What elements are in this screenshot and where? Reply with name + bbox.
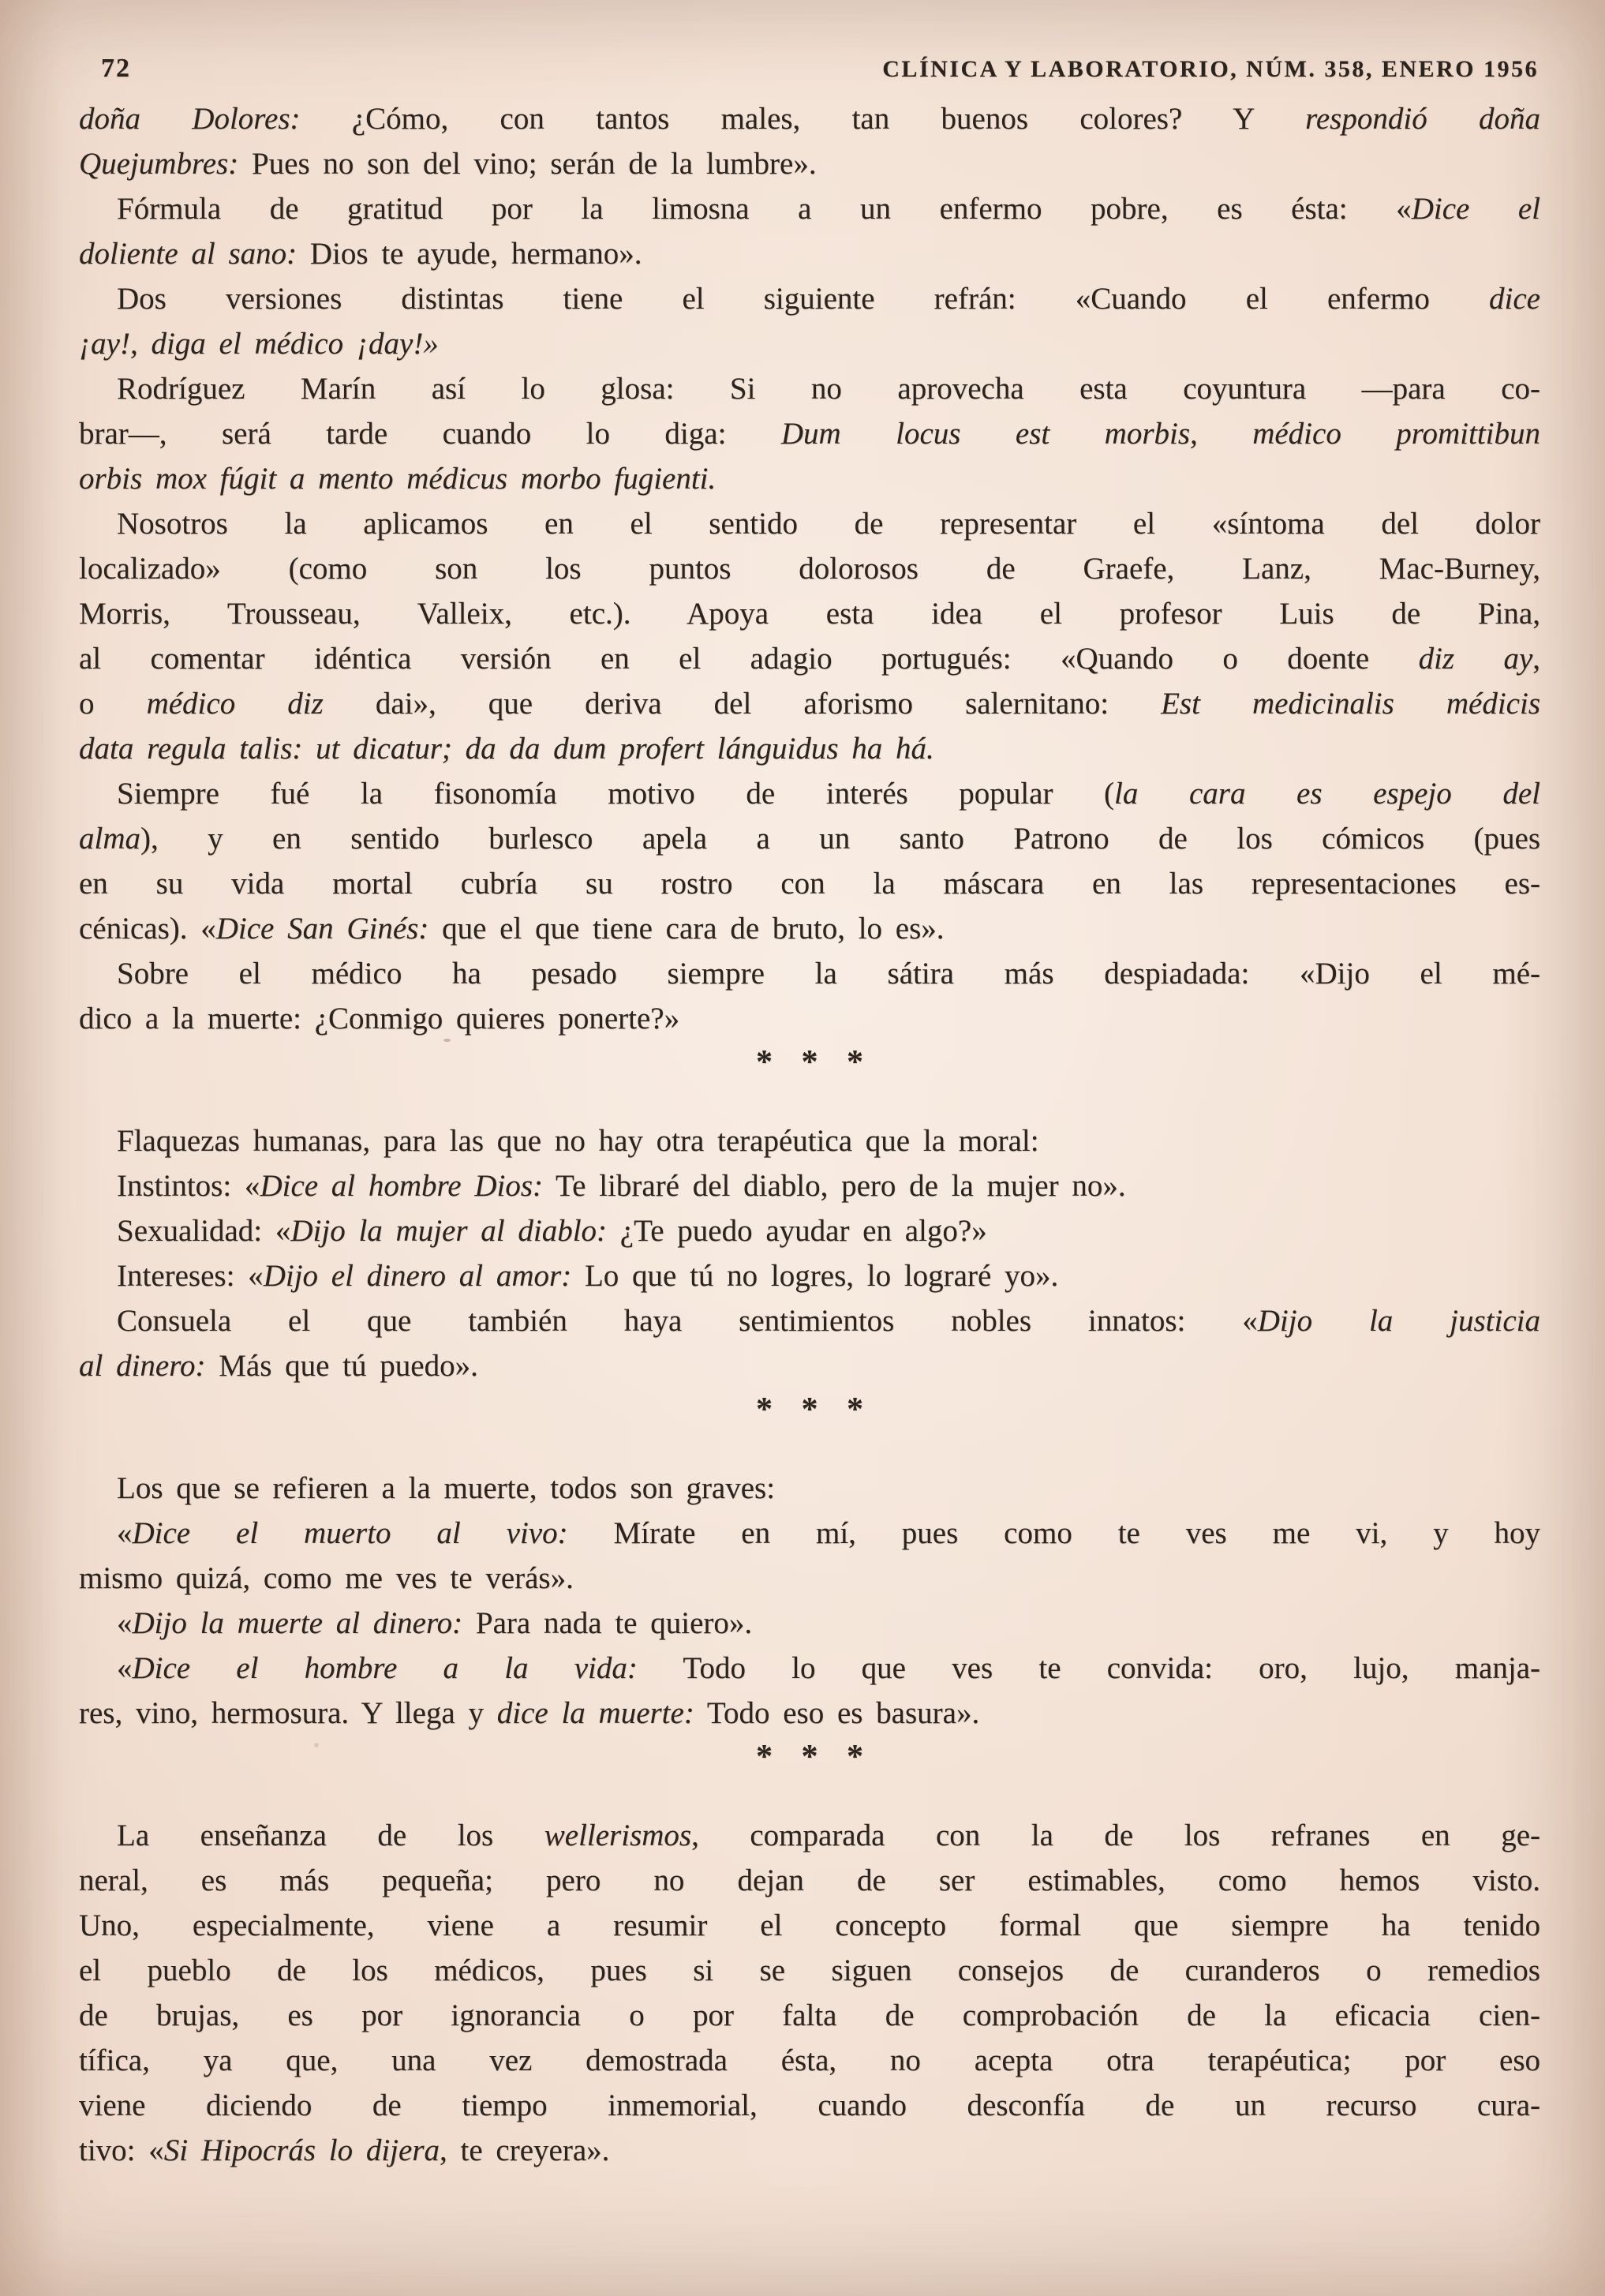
text-line: [79, 636, 1540, 681]
italic-run: Dum locus est morbis, médico promittibun: [780, 417, 1541, 451]
section-separator: * * *: [756, 1739, 863, 1775]
text-run: en su vida mortal cubría su rostro con la máscara en las representaciones es-: [79, 867, 1540, 901]
text-run: Sobre el médico ha pesado siempre la sátira más despiadada: «Dijo el mé-: [117, 957, 1540, 991]
paper-speck: [314, 1743, 319, 1747]
text-run: Más que tú puedo».: [205, 1349, 478, 1383]
text-line: [79, 681, 1540, 726]
text-line: [79, 1948, 1540, 1993]
italic-run: Dijo la justicia: [1257, 1304, 1540, 1338]
text-run: Fórmula de gratitud por la limosna a un enfermo pobre, es ésta: «: [117, 192, 1412, 226]
text-run: el pueblo de los médicos, pues si se siguen consejos de curanderos o remedios: [79, 1953, 1540, 1987]
text-line: [79, 1208, 1540, 1253]
italic-run: diz ay: [1418, 642, 1533, 676]
section-separator: * * *: [756, 1044, 863, 1081]
text-run: Pues no son del vino; serán de la lumbre».: [238, 147, 817, 181]
text-line: [79, 366, 1540, 411]
text-line: [79, 231, 1540, 276]
text-run: , te creyera».: [440, 2133, 610, 2167]
italic-run: respondió doña: [1305, 102, 1540, 136]
text-run: de brujas, es por ignorancia o por falta de comprobación de la eficacia cien-: [79, 1998, 1540, 2032]
text-run: Siempre fué la fisonomía motivo de interés popular (: [117, 777, 1115, 811]
text-run: Morris, Trousseau, Valleix, etc.). Apoya esta idea el profesor Luis de Pina,: [79, 597, 1540, 631]
text-run: «: [117, 1516, 133, 1550]
text-run: brar—, será tarde cuando lo diga:: [79, 417, 781, 451]
text-run: tivo: «: [79, 2133, 164, 2167]
text-run: viene diciendo de tiempo inmemorial, cuando desconfía de un recurso cura-: [79, 2088, 1540, 2122]
text-line: [79, 321, 1540, 366]
text-run: Te libraré del diablo, pero de la mujer no».: [543, 1169, 1126, 1203]
italic-run: Dice al hombre Dios:: [260, 1169, 544, 1203]
italic-run: ¡ay!, diga el médico ¡day!»: [79, 327, 439, 361]
text-run: dico a la muerte: ¿Conmigo quieres ponerte?»: [79, 1002, 680, 1036]
text-run: Los que se refieren a la muerte, todos son graves:: [117, 1471, 776, 1505]
text-line: [79, 1298, 1540, 1343]
italic-run: Dijo la mujer al diablo:: [290, 1214, 608, 1248]
text-run: ,: [1532, 642, 1541, 676]
text-line: [79, 186, 1540, 231]
text-line: [79, 1858, 1540, 1903]
text-run: que el que tiene cara de bruto, lo es».: [428, 912, 945, 946]
text-run: ), y en sentido burlesco apela a un santo Patrono de los cómicos (pues: [140, 822, 1540, 856]
paper-speck: [443, 1039, 451, 1042]
text-line: [79, 2128, 1540, 2173]
text-line: [79, 1253, 1540, 1298]
text-line: [79, 996, 1540, 1041]
italic-run: Dice el muerto al vivo:: [132, 1516, 568, 1550]
text-line: [79, 276, 1540, 321]
text-line: [79, 2083, 1540, 2128]
text-run: al comentar idéntica versión en el adagio portugués: «Quando o doente: [79, 642, 1419, 676]
italic-run: al dinero:: [79, 1349, 206, 1383]
text-run: La enseñanza de los: [117, 1818, 544, 1852]
text-run: Instintos: «: [117, 1169, 260, 1203]
text-run: localizado» (como son los puntos dolorosos de Graefe, Lanz, Mac-Burney,: [79, 552, 1540, 586]
italic-run: doña Dolores:: [79, 102, 301, 136]
text-run: Todo lo que ves te convida: oro, lujo, manja-: [637, 1651, 1540, 1685]
italic-run: médico diz: [146, 687, 324, 721]
text-line: [79, 456, 1540, 501]
italic-run: Dijo el dinero al amor:: [263, 1259, 572, 1293]
text-line: [79, 951, 1540, 996]
text-run: ¿Cómo, con tantos males, tan buenos colores? Y: [300, 102, 1306, 136]
text-line: [79, 141, 1540, 186]
text-line: [79, 1813, 1540, 1858]
text-line: [79, 861, 1540, 906]
text-run: neral, es más pequeña; pero no dejan de ser estimables, como hemos visto.: [79, 1863, 1540, 1897]
italic-run: Est medicinalis médicis: [1161, 687, 1540, 721]
italic-run: orbis mox fúgit a mento médicus morbo fugienti.: [79, 462, 716, 496]
text-block: [79, 96, 1540, 2173]
text-line: [79, 1466, 1540, 1511]
text-run: Intereses: «: [117, 1259, 264, 1293]
text-run: Uno, especialmente, viene a resumir el concepto formal que siempre ha tenido: [79, 1908, 1540, 1942]
text-line: [79, 726, 1540, 771]
italic-run: dice la muerte:: [496, 1696, 694, 1730]
italic-run: data regula talis: ut dicatur; da da dum profert lánguidus ha há.: [79, 732, 934, 766]
text-run: Dios te ayude, hermano».: [297, 237, 642, 271]
text-line: [79, 906, 1540, 951]
text-line: [79, 96, 1540, 141]
italic-run: Dijo la muerte al dinero:: [132, 1606, 463, 1640]
italic-run: Quejumbres:: [79, 147, 239, 181]
text-line: [79, 591, 1540, 636]
text-run: Nosotros la aplicamos en el sentido de representar el «síntoma del dolor: [117, 507, 1540, 541]
text-run: Dos versiones distintas tiene el siguiente refrán: «Cuando el enfermo: [117, 282, 1490, 316]
text-line: [79, 546, 1540, 591]
text-run: Consuela el que también haya sentimientos nobles innatos: «: [117, 1304, 1258, 1338]
section-separator: * * *: [756, 1391, 863, 1428]
text-line: [79, 1903, 1540, 1948]
text-run: Flaquezas humanas, para las que no hay otra terapéutica que la moral:: [117, 1124, 1039, 1158]
text-line: [79, 501, 1540, 546]
text-run: mismo quizá, como me ves te verás».: [79, 1561, 574, 1595]
text-run: Mírate en mí, pues como te ves me vi, y hoy: [567, 1516, 1541, 1550]
text-line: [79, 1691, 1540, 1736]
text-run: Todo eso es basura».: [694, 1696, 980, 1730]
text-run: , comparada con la de los refranes en ge-: [691, 1818, 1540, 1852]
page-header: [101, 54, 1539, 84]
text-run: res, vino, hermosura. Y llega y: [79, 1696, 497, 1730]
text-line: [79, 1646, 1540, 1691]
journal-title: CLÍNICA Y LABORATORIO, NÚM. 358, ENERO 1956: [882, 56, 1539, 82]
text-line: [79, 771, 1540, 816]
text-line: [79, 411, 1540, 456]
text-line: [79, 1601, 1540, 1646]
italic-run: la cara es espejo del: [1114, 777, 1540, 811]
page-number: 72: [101, 54, 131, 83]
text-run: «: [117, 1606, 133, 1640]
text-line: [79, 1343, 1540, 1388]
text-line: [79, 2038, 1540, 2083]
text-run: Lo que tú no logres, lo lograré yo».: [571, 1259, 1059, 1293]
text-run: tífica, ya que, una vez demostrada ésta, no acepta otra terapéutica; por eso: [79, 2043, 1540, 2077]
text-line: [79, 1993, 1540, 2038]
italic-run: wellerismos: [544, 1818, 692, 1852]
italic-run: Dice San Ginés:: [215, 912, 429, 946]
italic-run: alma: [79, 822, 140, 856]
text-run: Para nada te quiero».: [462, 1606, 753, 1640]
text-run: «: [117, 1651, 133, 1685]
text-line: [79, 1556, 1540, 1601]
text-run: Sexualidad: «: [117, 1214, 291, 1248]
italic-run: Dice el hombre a la vida:: [132, 1651, 638, 1685]
italic-run: doliente al sano:: [79, 237, 297, 271]
text-line: [79, 1511, 1540, 1556]
text-line: [79, 1163, 1540, 1208]
text-run: cénicas). «: [79, 912, 216, 946]
italic-run: Dice el: [1411, 192, 1540, 226]
italic-run: Si Hipocrás lo dijera: [163, 2133, 440, 2167]
italic-run: dice: [1489, 282, 1540, 316]
text-run: dai», que deriva del aforismo salernitano:: [323, 687, 1162, 721]
text-run: ¿Te puedo ayudar en algo?»: [607, 1214, 987, 1248]
text-run: o: [79, 687, 147, 721]
text-line: [79, 816, 1540, 861]
text-line: [79, 1118, 1540, 1163]
text-run: Rodríguez Marín así lo glosa: Si no aprovecha esta coyuntura —para co-: [117, 372, 1540, 406]
